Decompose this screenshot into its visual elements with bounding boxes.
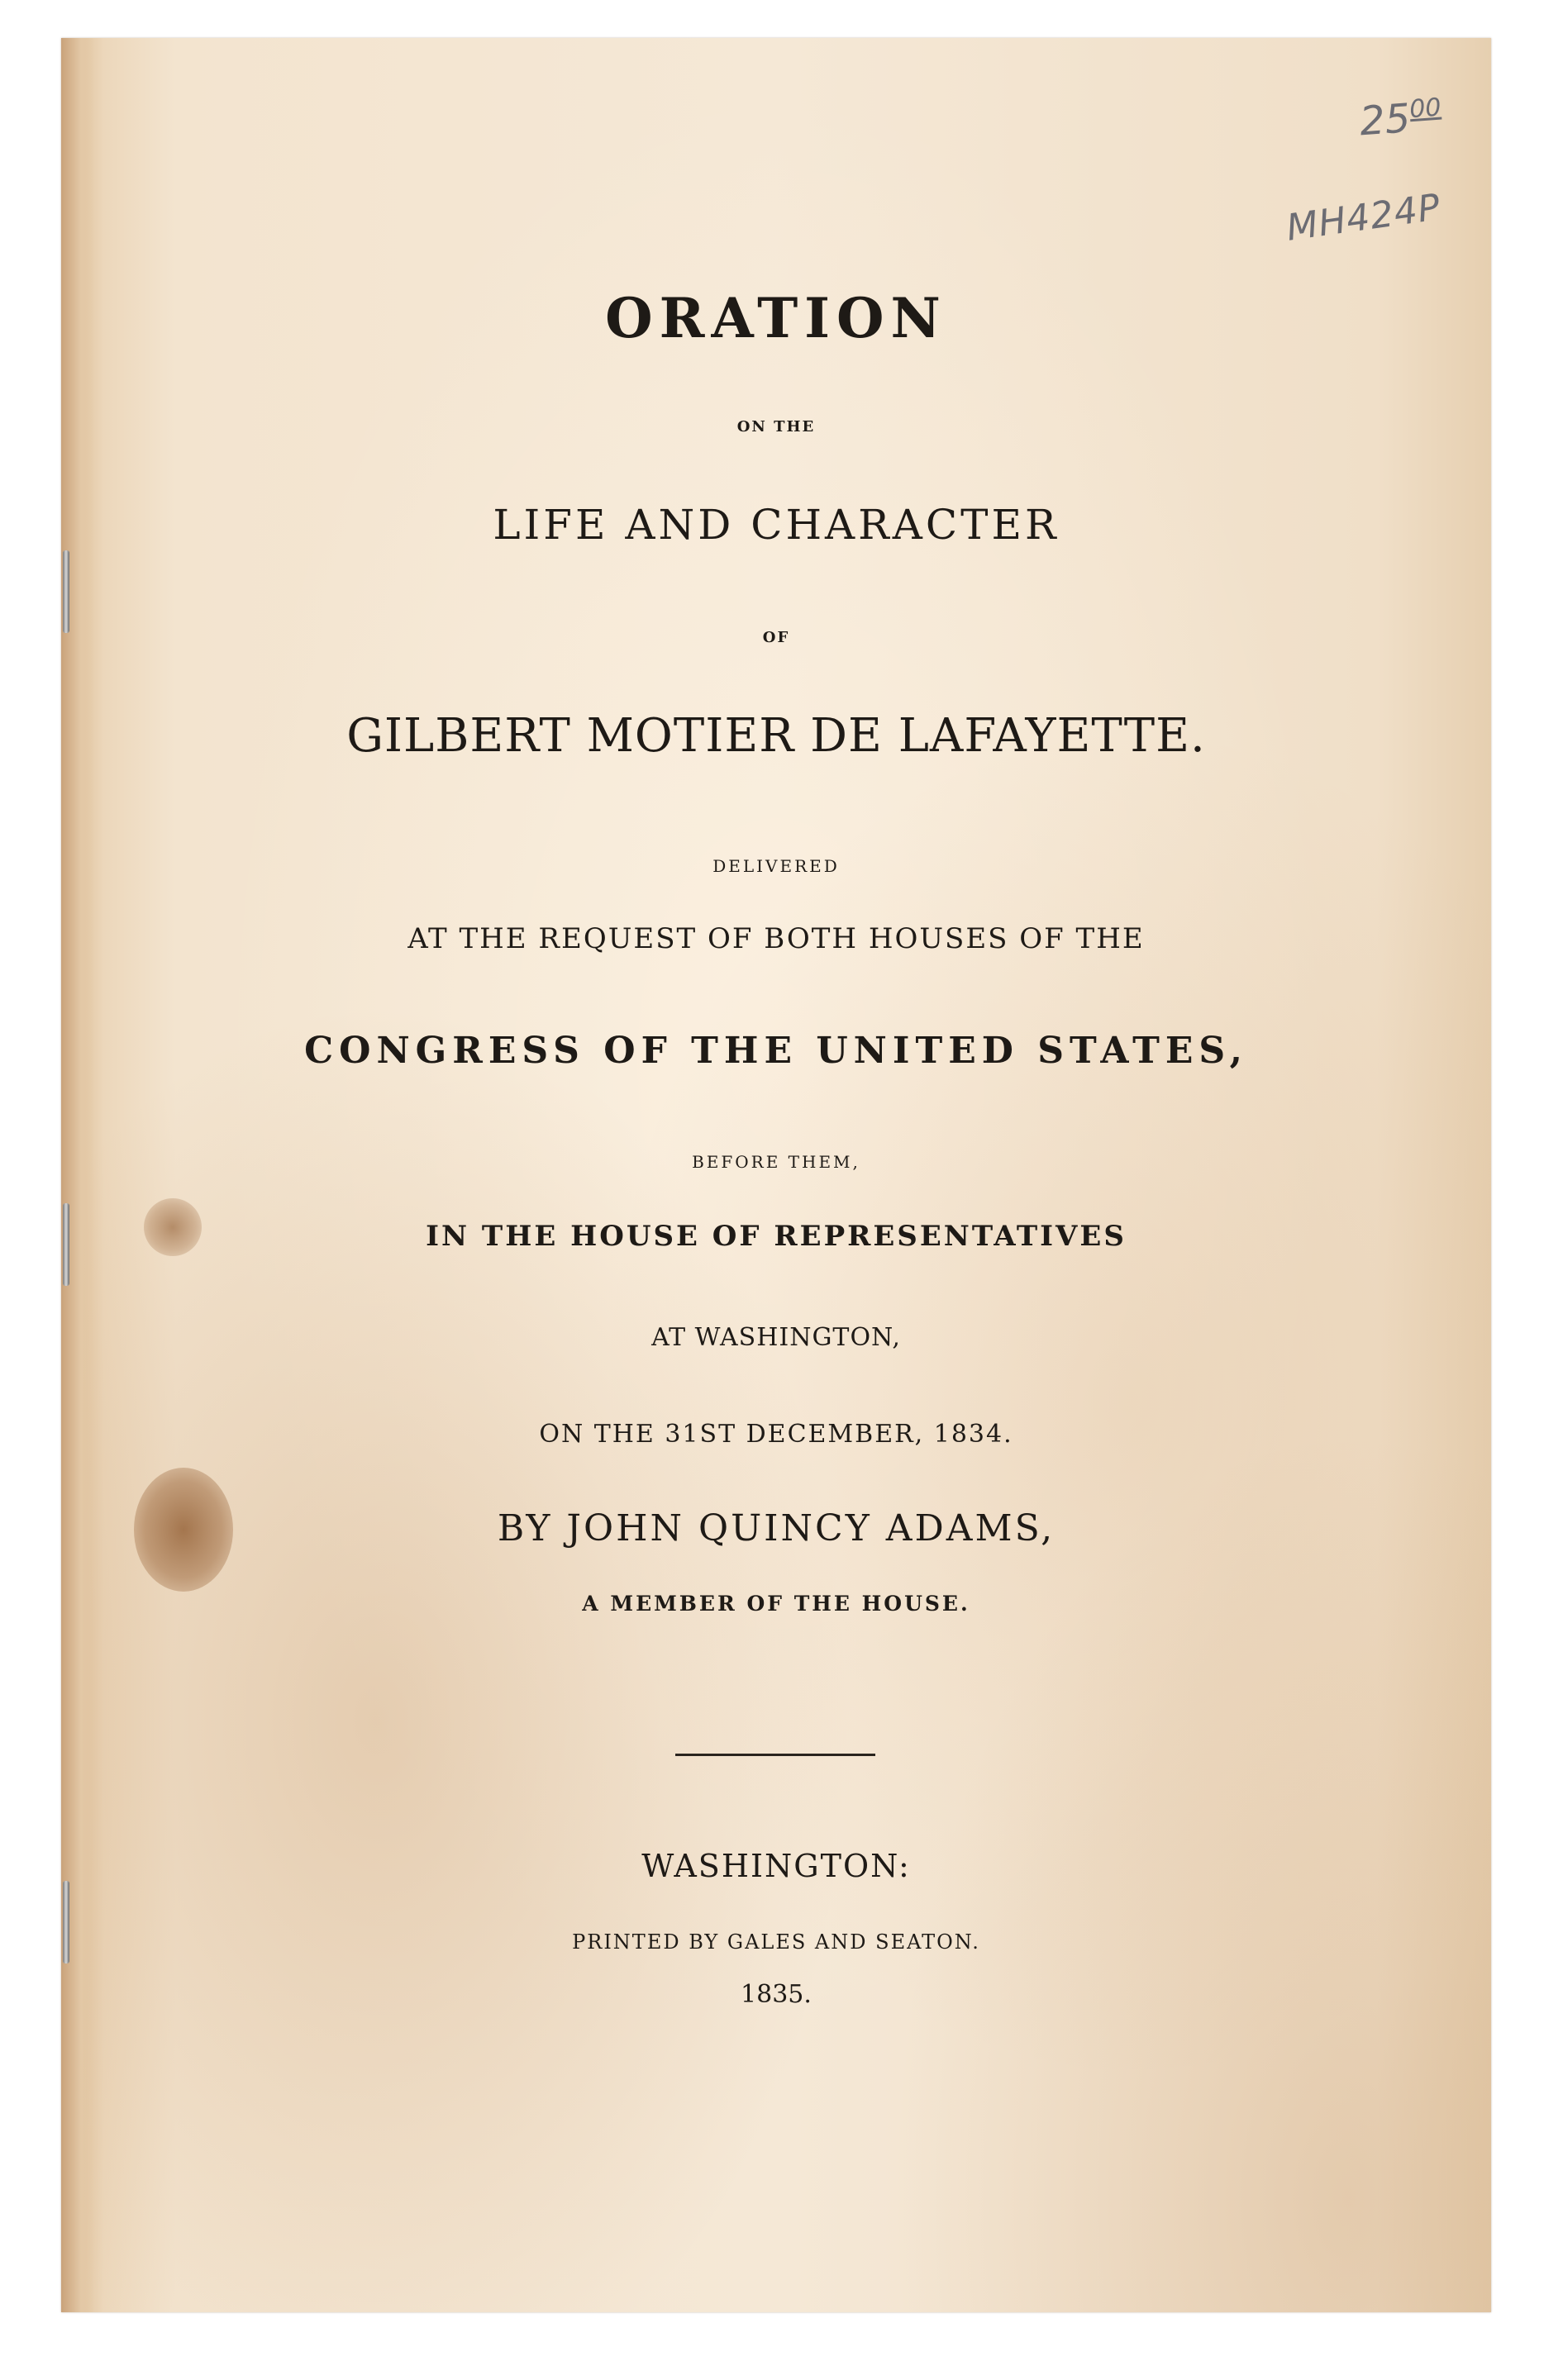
subject-line: LIFE AND CHARACTER xyxy=(493,501,1060,549)
imprint-printer: PRINTED BY GALES AND SEATON. xyxy=(572,1930,980,1954)
date-line: ON THE 31ST DECEMBER, 1834. xyxy=(539,1420,1013,1449)
price-superscript: 00 xyxy=(1408,93,1442,125)
price-value: 25 xyxy=(1357,95,1412,145)
connector-of: OF xyxy=(762,629,790,646)
imprint-city: WASHINGTON: xyxy=(641,1848,911,1884)
stitched-spine xyxy=(61,38,94,2312)
member-line: A MEMBER OF THE HOUSE. xyxy=(582,1592,970,1616)
house-line: IN THE HOUSE OF REPRESENTATIVES xyxy=(426,1220,1127,1253)
place-line: AT WASHINGTON, xyxy=(651,1323,901,1352)
pamphlet-cover xyxy=(61,38,1491,2312)
handwritten-catalog-number: MH424P xyxy=(1284,186,1444,250)
delivered-line: DELIVERED xyxy=(712,856,840,876)
subject-name: GILBERT MOTIER DE LAFAYETTE. xyxy=(346,709,1206,763)
connector-on-the: ON THE xyxy=(736,418,816,436)
congress-line: CONGRESS OF THE UNITED STATES, xyxy=(304,1030,1248,1072)
author-line: BY JOHN QUINCY ADAMS, xyxy=(497,1507,1056,1549)
before-them-line: BEFORE THEM, xyxy=(692,1152,860,1172)
imprint-year: 1835. xyxy=(741,1980,812,2009)
handwritten-price xyxy=(1358,93,1443,145)
divider-rule xyxy=(675,1754,875,1756)
main-title: ORATION xyxy=(605,286,947,350)
staple xyxy=(63,550,69,633)
request-line: AT THE REQUEST OF BOTH HOUSES OF THE xyxy=(407,922,1145,955)
